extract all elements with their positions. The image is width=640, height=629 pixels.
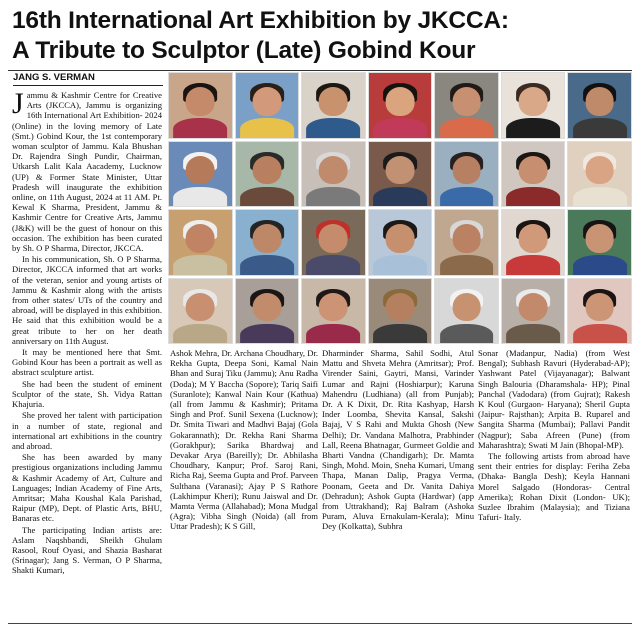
portrait-body [506, 187, 560, 207]
portrait-body [240, 187, 294, 207]
portrait-body [240, 255, 294, 275]
paragraph: Dharminder Sharma, Sahil Sodhi, Atul Mattu and Shveta Mehra (Amritsar); Prof. Virender Saini, Gaytri, Mansi, Varinder Lumar and Rajni (Hoshiarpur); Karuna Mahendru (Ludhiana) (all from Punjab); Dr. A K Dixit, Dr. Rita Kashyap, Harsh Inder Loomba, Shevita Kansal, Sakshi Bajaj, V S Rahi and Mukta Ghosh (New Delhi); Dr. Vandana Malhotra, Prabhinder Lall, Reena Bhatnagar, Gurmeet Goldie and Bharti Vandna (Chandigarh); Dr. Mamta Singh, Mohd. Moin, Sneha Kumari, Umang Thapa, Manan Dalip, Pragya Verma, Poonam, Geeta and Dr. Vanita Dahiya (Dehradun); Ashok Gupta (Hardwar) (app from Uttrakhand); Raj Balram (Ashoka Puram, Aluva Ernakulam-Kerala); Minu Dey (Kolkatta), Subhra [322, 348, 474, 532]
portrait-body [440, 324, 494, 344]
portrait-face [386, 293, 415, 321]
artist-portrait [567, 141, 632, 208]
portrait-body [307, 118, 361, 138]
portrait-face [452, 87, 481, 115]
artist-portrait [235, 278, 300, 345]
artist-portrait [567, 278, 632, 345]
drop-cap: J [12, 90, 24, 120]
portrait-body [373, 255, 427, 275]
portrait-face [186, 224, 215, 252]
portrait-body [440, 187, 494, 207]
portrait-face [186, 87, 215, 115]
portrait-face [186, 293, 215, 321]
headline-line-1: 16th International Art Exhibition by JKCCA: [12, 7, 509, 34]
artist-portrait [501, 278, 566, 345]
portrait-body [440, 255, 494, 275]
portrait-body [373, 187, 427, 207]
portrait-body [173, 118, 227, 138]
portrait-body [240, 324, 294, 344]
artist-portrait [434, 209, 499, 276]
artist-portrait [434, 141, 499, 208]
portrait-face [452, 156, 481, 184]
paragraph-text: ammu & Kashmir Centre for Creative Arts (JKCCA), Jammu is organizing 16th International Art Exhibition- 2024 (Online) in the loving memory of Late (Smt.) Gobind Kour, the 1st contemporary woman sculptor of Jammu. Kala Bhushan Dr. Rajendra Singh Pundir, Chairman, Utkarsh Lalit Kala Aacademy, Lucknow (UP) & Former State Minister, Uttar Pradesh will inaugurate the exhibition online, on 11th August, 2024 at 11 AM. Pt. Kewal K Sharma, President, Jammu & Kashmir Centre for Creative Arts, Jammu (J&K) will be the guest of honour on this occasion. The exhibition has been curated by Sh. O P Sharma, Director, JKCCA. [12, 90, 162, 254]
portrait-body [506, 324, 560, 344]
portrait-face [319, 87, 348, 115]
article-column-1 [12, 90, 162, 620]
portrait-body [573, 187, 627, 207]
headline-line-2: A Tribute to Sculptor (Late) Gobind Kour [12, 37, 476, 64]
artist-portrait [567, 209, 632, 276]
portrait-face [319, 156, 348, 184]
portrait-face [386, 156, 415, 184]
portrait-body [373, 118, 427, 138]
artist-portrait [235, 141, 300, 208]
portrait-body [307, 187, 361, 207]
portrait-face [252, 156, 281, 184]
portrait-face [519, 87, 548, 115]
artist-portrait [301, 72, 366, 139]
portrait-body [173, 324, 227, 344]
artist-portrait [368, 72, 433, 139]
portrait-face [519, 224, 548, 252]
artist-portrait [368, 141, 433, 208]
portrait-body [573, 324, 627, 344]
article-column-3 [322, 348, 474, 620]
artist-portrait [301, 141, 366, 208]
portrait-face [585, 87, 614, 115]
headline [12, 6, 628, 66]
paragraph: The participating Indian artists are: Aslam Naqshbandi, Sheikh Ghulam Rasool, Rouf Oyasi, and Shazia Basharat (Srinagar); Jang S. Verman, O P Sharma, Shakti Kumari, [12, 524, 162, 576]
portrait-face [585, 224, 614, 252]
artist-portrait [567, 72, 632, 139]
portrait-face [386, 224, 415, 252]
portrait-face [319, 293, 348, 321]
artist-portrait [168, 209, 233, 276]
article-column-2 [170, 348, 318, 620]
bottom-rule [8, 623, 632, 624]
portrait-body [240, 118, 294, 138]
portrait-face [386, 87, 415, 115]
paragraph: Sonar (Madanpur, Nadia) (from West Bengal); Subhash Ravuri (Hyderabad-AP); Yashwant Patel (Vijayanagar); Balwant Singh Balouria (Dharamshala- HP); Pinal Panchal (Vadodara) (from Gujrat); Rakesh K Koul (Gurgaon- Haryana); Sheril Gupta (Jaipur- Rajsthan); Arpita B. Ruparel and Sangita Sharma (Mumbai); Pallavi Pandit (Nagpur); Saba Afreen (Pune) (from Maharashtra); Swati M Jain (Bhopal-MP). [478, 348, 630, 450]
artist-portrait [368, 209, 433, 276]
artist-portrait [235, 72, 300, 139]
portrait-body [173, 255, 227, 275]
paragraph [12, 90, 162, 253]
artist-portrait [501, 141, 566, 208]
paragraph: It may be mentioned here that Smt. Gobind Kour has been a portrait as well as abstract sculpture artist. [12, 347, 162, 378]
paragraph: The following artists from abroad have sent their entries for display: Feriha Zeba (Dhaka- Bangla Desh); Keyla Hannani Morel Salgado (Hondoras- Central Amerika); Rohan Dixit (London- UK); Suzlee Ibrahim (Malaysia); and Tiziana Tafuri- Italy. [478, 451, 630, 523]
paragraph: She has been awarded by many prestigious organizations including Jammu & Kashmir Academy of Art, Culture and Languages; Indian Academy of Fine Arts, Amritsar; Maha Koushal Kala Parishad, Raipur (MP), Dept. of Plastic Arts, BHU, Banaras etc. [12, 452, 162, 524]
portrait-body [573, 255, 627, 275]
portrait-face [519, 293, 548, 321]
portrait-body [506, 255, 560, 275]
portrait-face [452, 293, 481, 321]
artist-portrait [301, 209, 366, 276]
portrait-body [307, 255, 361, 275]
portrait-face [252, 224, 281, 252]
portrait-face [519, 156, 548, 184]
artist-portrait [434, 278, 499, 345]
artist-portrait [368, 278, 433, 345]
artist-portrait [168, 278, 233, 345]
portrait-face [585, 156, 614, 184]
artist-portrait [168, 141, 233, 208]
artist-portrait [434, 72, 499, 139]
portrait-face [252, 293, 281, 321]
paragraph: In his communication, Sh. O P Sharma, Director, JKCCA informed that art works of the veteran, senior and young artists of Jammu & Kashmir along with the artists from other states/ UTs of the country and abroad, will be displayed in this exhibition. He said that this exhibition would be a great tribute to her on her death anniversary on 11th August. [12, 254, 162, 346]
portrait-body [307, 324, 361, 344]
portrait-face [186, 156, 215, 184]
artist-portrait [168, 72, 233, 139]
portrait-body [440, 118, 494, 138]
byline: JANG S. VERMAN [13, 72, 163, 86]
paragraph: She had been the student of eminent Sculptor of the state, Sh. Vidya Rattan Khajuria. [12, 378, 162, 410]
portrait-face [319, 224, 348, 252]
article-column-4 [478, 348, 630, 620]
artist-portrait [235, 209, 300, 276]
artist-portrait [301, 278, 366, 345]
top-rule [8, 70, 632, 71]
portrait-body [373, 324, 427, 344]
portrait-body [173, 187, 227, 207]
paragraph: She proved her talent with participation in a number of state, regional and international art exhibitions in the country and abroad. [12, 410, 162, 451]
artist-photo-grid [168, 72, 632, 344]
artist-portrait [501, 209, 566, 276]
portrait-face [585, 293, 614, 321]
portrait-body [573, 118, 627, 138]
portrait-body [506, 118, 560, 138]
artist-portrait [501, 72, 566, 139]
paragraph: Ashok Mehra, Dr. Archana Choudhary, Dr. Rekha Gupta, Deepa Soni, Kamal Nain Bhan and Suraj Tiku (Jammu); Anu Radha (Doda); M Y Baccha (Sopore); Tariq Saifi (Suranlote); Kanwal Nain Kour (Kathua) (all from Jammu & Kashmir); Pritama Singh and Prof. Sunil Sexena (Lucknow); Dr. Smita Tiwari and Madhvi Bajaj (Gola Gokarannath); Dr. Rekha Rani Sharma (Gorakhpur); Sarika Bhardwaj and Devakar Arya (Bareilly); Dr. Abhilasha Choudhary, Kanpur; Prof. Saroj Rani, Richa Raj, Seema Gupta and Prof. Parveen Sulthana (Varanasi); Ajay P S Rathore (Lakhimpur Kheri); Runu Jaiswal and Dr. Mamta Verma (Allahabad); Mona Mudgal (Agra); Vibha Singh (Noida) (all from Uttar Pradesh); K S Gill, [170, 348, 318, 532]
portrait-face [452, 224, 481, 252]
portrait-face [252, 87, 281, 115]
